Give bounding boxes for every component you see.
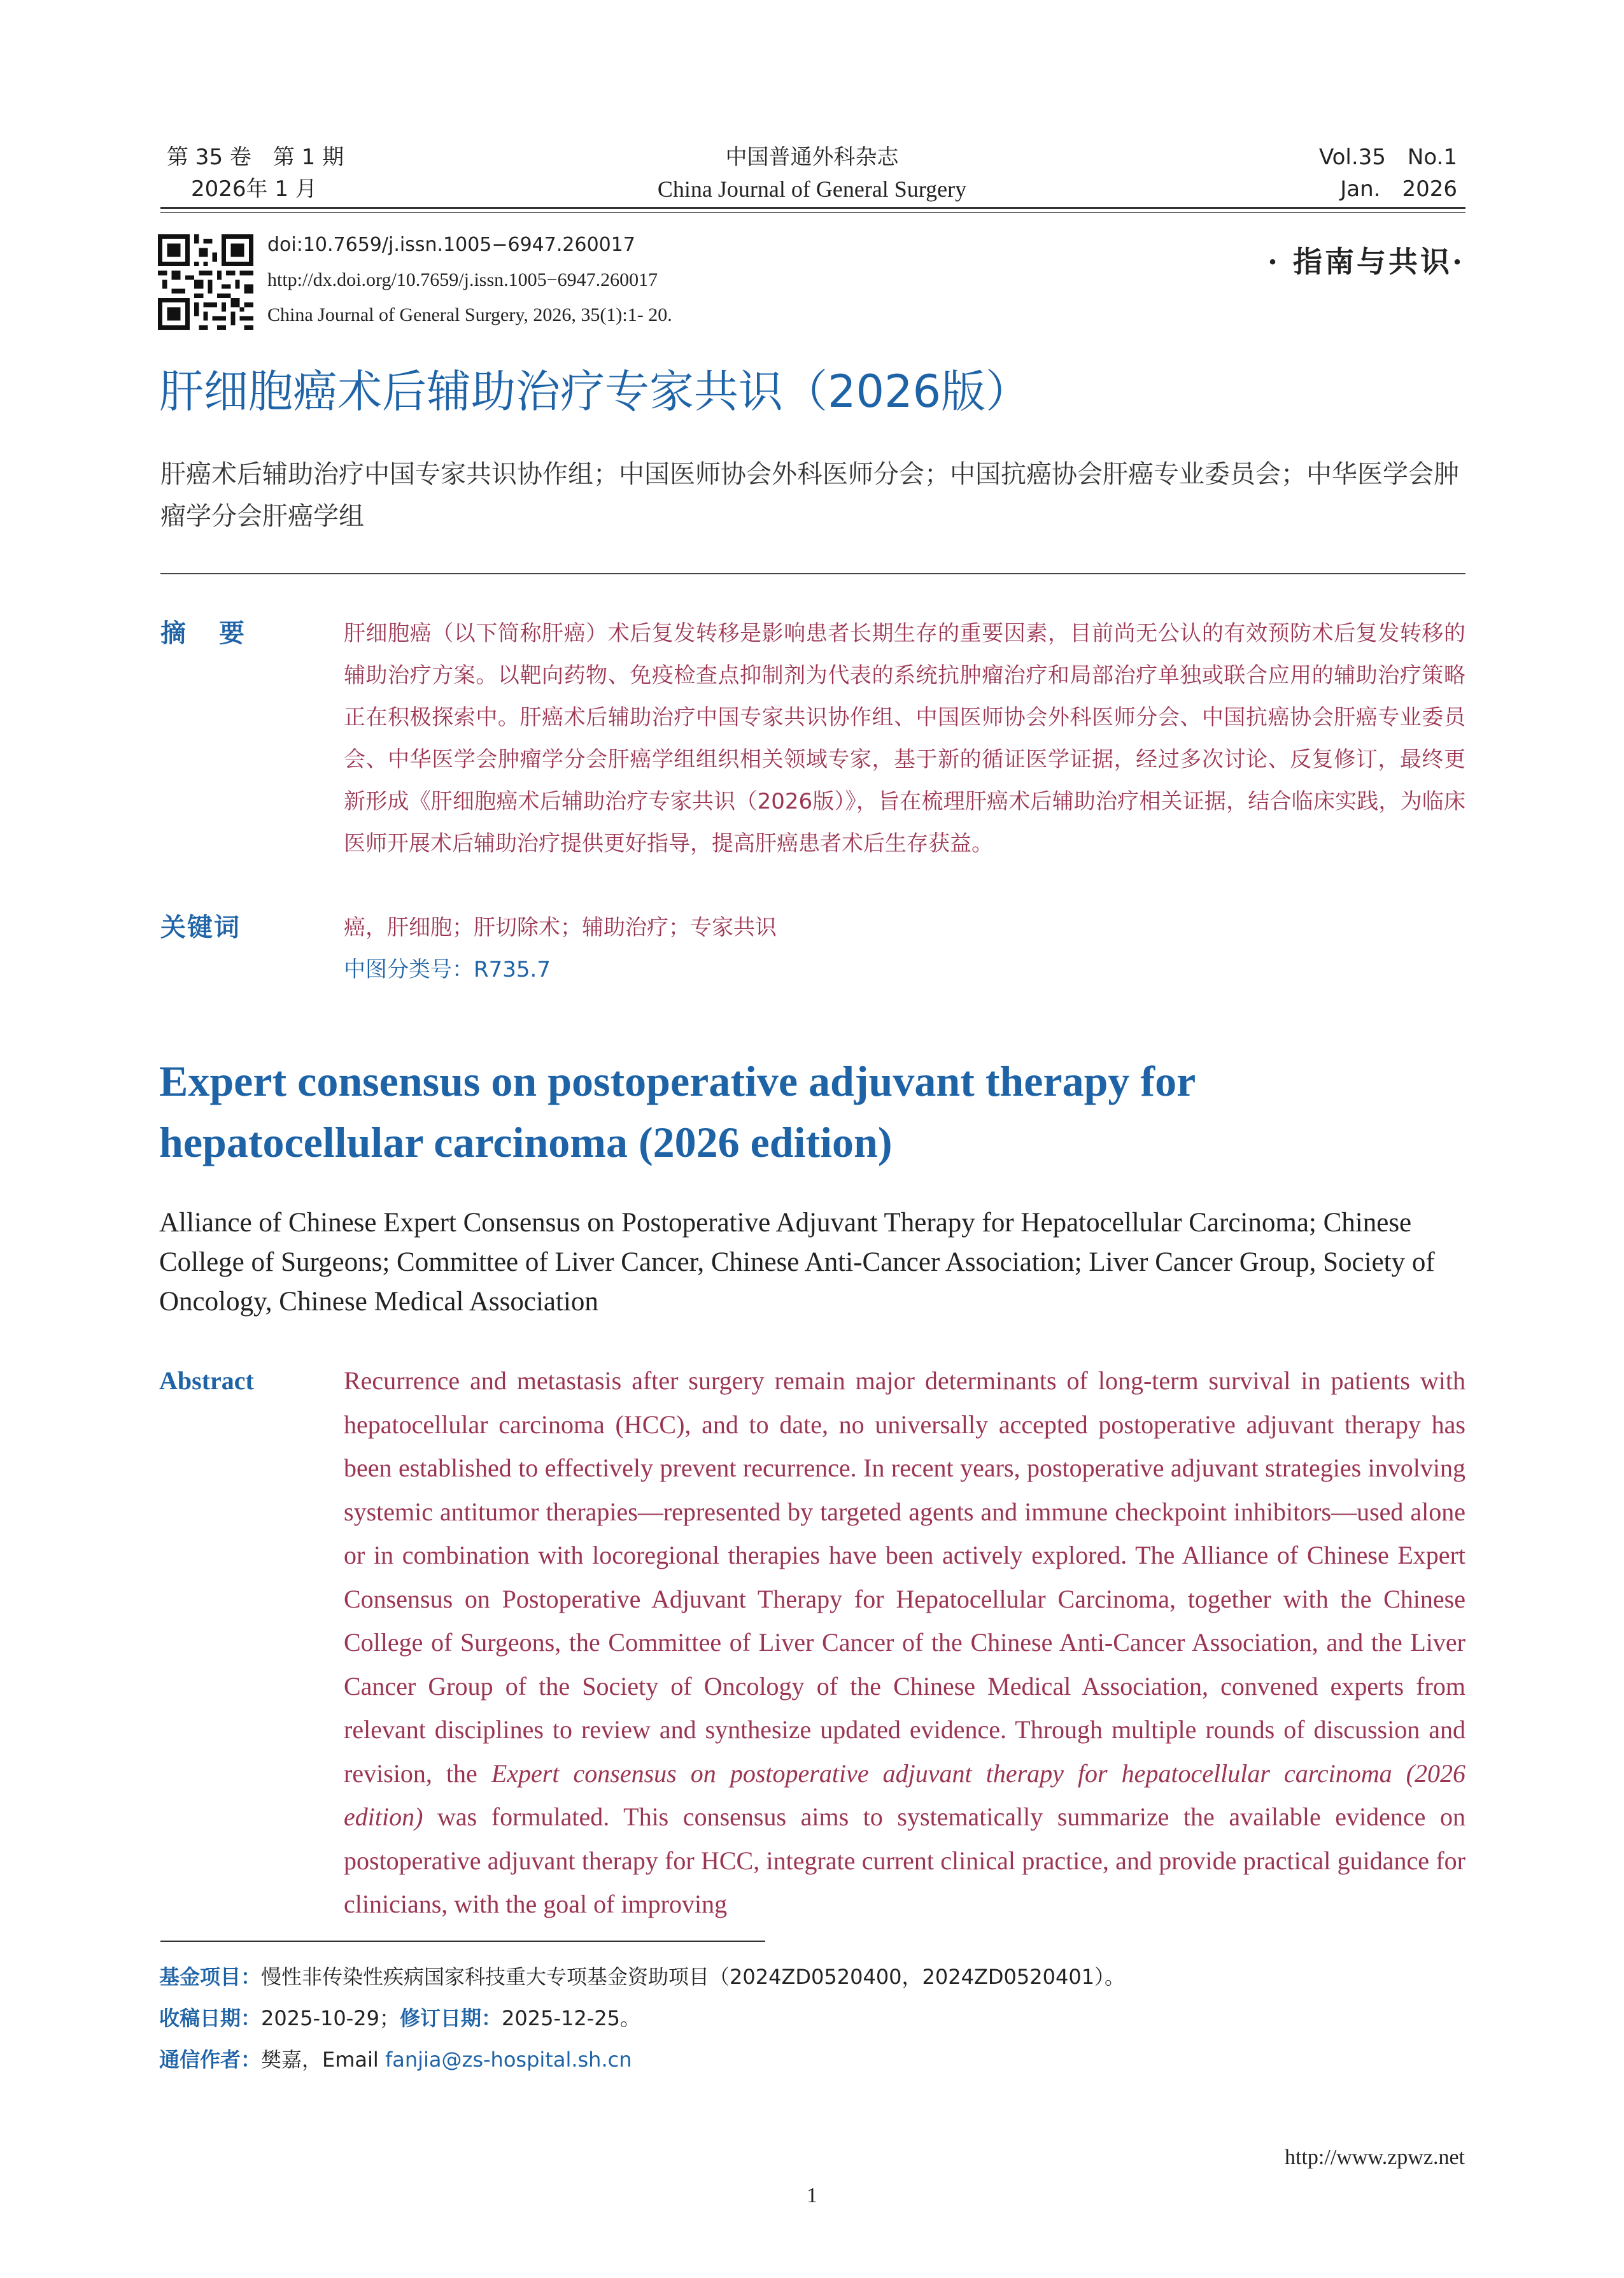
- revised-date: 2025-12-25。: [502, 2006, 640, 2030]
- keywords-cn-text: 癌，肝细胞；肝切除术；辅助治疗；专家共识: [344, 915, 777, 940]
- authors-en: Alliance of Chinese Expert Consensus on Postoperative Adjuvant Therapy for Hepatocellular Carcinoma; Chinese College of Surgeons; Committee of Liver Cancer, Chinese Anti-Cancer Association; Liver Cancer Group, Society of Oncology, Chinese Medical Association: [159, 1208, 1435, 1317]
- title-en: Expert consensus on postoperative adjuvant therapy for hepatocellular carcinoma (2026 edition): [159, 1057, 1196, 1166]
- abstract-cn-label: 摘 要: [160, 619, 248, 648]
- abstract-en-part1: Recurrence and metastasis after surgery remain major determinants of long-term survival in patients with hepatocellular carcinoma (HCC), and to date, no universally accepted postoperative adjuvant therapy has been established to effectively prevent recurrence. In recent years, postoperative adjuvant strategies involving systemic antitumor therapies—represented by targeted agents and immune checkpoint inhibitors—used alone or in combination with locoregional therapies have been actively explored. The Alliance of Chinese Expert Consensus on Postoperative Adjuvant Therapy for Hepatocellular Carcinoma, together with the Chinese College of Surgeons, the Committee of Liver Cancer of the Chinese Anti-Cancer Association, and the Liver Cancer Group of the Society of Oncology of the Chinese Medical Association, convened experts from relevant disciplines to review and synthesize updated evidence. Through multiple rounds of discussion and revision, the: [344, 1366, 1465, 1788]
- header-rule-thin: [160, 212, 1465, 213]
- footnote-correspondence: [159, 2041, 632, 2079]
- date-en: Jan. 2026: [1340, 176, 1457, 202]
- footnote-rule: [160, 1941, 765, 1942]
- volume-issue-cn: 第 35 卷 第 1 期: [167, 145, 344, 170]
- received-date: 2025-10-29；: [261, 2006, 400, 2030]
- doi[interactable]: doi:10.7659/j.issn.1005−6947.260017: [267, 234, 635, 256]
- abstract-cn-text: 肝细胞癌（以下简称肝癌）术后复发转移是影响患者长期生存的重要因素，目前尚无公认的有效预防术后复发转移的辅助治疗方案。以靶向药物、免疫检查点抑制剂为代表的系统抗肿瘤治疗和局部治疗单独或联合应用的辅助治疗策略正在积极探索中。肝癌术后辅助治疗中国专家共识协作组、中国医师协会外科医师分会、中国抗癌协会肝癌专业委员会、中华医学会肿瘤学分会肝癌学组组织相关领域专家，基于新的循证医学证据，经过多次讨论、反复修订，最终更新形成《肝细胞癌术后辅助治疗专家共识（2026版）》，旨在梳理肝癌术后辅助治疗相关证据，结合临床实践，为临床医师开展术后辅助治疗提供更好指导，提高肝癌患者术后生存获益。: [344, 621, 1465, 856]
- abstract-en-text: [344, 1359, 1465, 1927]
- correspondence-email[interactable]: fanjia@zs-hospital.sh.cn: [385, 2048, 632, 2072]
- abstract-en-part2: was formulated. This consensus aims to systematically summarize the available evidence on postoperative adjuvant therapy for HCC, integrate current clinical practice, and provide practical guidance for clinicians, with the goal of improving: [344, 1802, 1465, 1918]
- abstract-en-italic-title: Expert consensus on postoperative adjuvant therapy for hepatocellular carcinoma (2026 edition): [344, 1758, 1465, 1831]
- correspondence-label: 通信作者：: [159, 2048, 262, 2072]
- authors-cn: 肝癌术后辅助治疗中国专家共识协作组；中国医师协会外科医师分会；中国抗癌协会肝癌专业委员会；中华医学会肿瘤学分会肝癌学组: [160, 460, 1459, 531]
- classification-number: 中图分类号：R735.7: [344, 957, 551, 982]
- journal-name-cn: 中国普通外科杂志: [725, 145, 899, 170]
- section-tag: · 指南与共识·: [1267, 244, 1465, 279]
- citation: China Journal of General Surgery, 2026, 35(1):1- 20.: [267, 304, 672, 325]
- section-divider: [160, 573, 1465, 574]
- journal-website[interactable]: http://www.zpwz.net: [1285, 2146, 1465, 2169]
- doi-url[interactable]: http://dx.doi.org/10.7659/j.issn.1005−6947.260017: [267, 269, 658, 290]
- header-rule: [160, 207, 1465, 209]
- revised-label: 修订日期：: [400, 2006, 502, 2030]
- abstract-en-label: Abstract: [159, 1366, 254, 1395]
- fund-label: 基金项目：: [159, 1965, 262, 1989]
- page-number: 1: [807, 2184, 817, 2207]
- correspondence-name: 樊嘉，Email: [261, 2048, 385, 2072]
- footnote-dates: [159, 1999, 640, 2037]
- keywords-cn-label: 关键词: [160, 913, 241, 942]
- date-cn: 2026年 1 月: [191, 176, 317, 202]
- volume-issue-en: Vol.35 No.1: [1318, 145, 1457, 170]
- footnote-fund: [159, 1958, 1125, 1996]
- fund-text: 慢性非传染性疾病国家科技重大专项基金资助项目（2024ZD0520400，2024ZD0520401）。: [261, 1965, 1126, 1989]
- qr-code-icon: [158, 234, 253, 330]
- received-label: 收稿日期：: [159, 2006, 262, 2030]
- journal-name-en: China Journal of General Surgery: [657, 176, 967, 202]
- title-cn: 肝细胞癌术后辅助治疗专家共识（2026版）: [159, 365, 1031, 418]
